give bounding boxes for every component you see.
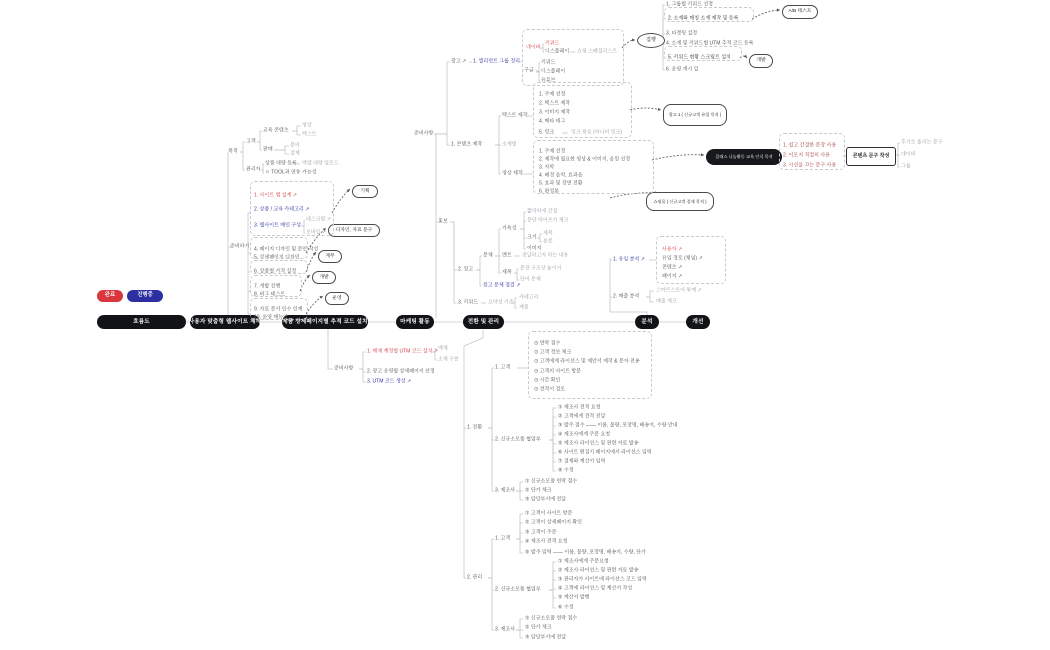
node-marketing-text_prod[interactable]: 텍스트 제작: [502, 112, 528, 119]
node-marketing-wongo[interactable]: 2. 원고: [458, 266, 474, 273]
node-marketing-g1[interactable]: 짧막하게 간결: [527, 208, 558, 215]
node-marketing-video_prod[interactable]: 영상 제작: [502, 170, 523, 177]
node-spine-5[interactable]: 분석: [635, 315, 659, 329]
node-conversion-u_box-2[interactable]: ⊙ 고객에게 라이선스 및 제안서 제작 & 문자 전송: [534, 358, 640, 365]
node-website-pill_ops[interactable]: 운영: [325, 292, 349, 305]
node-spine-2[interactable]: 제품 상세페이지별 추적 코드 설치: [282, 315, 368, 329]
node-tracking-t1[interactable]: 1. 매체 계정별 UTM 코드 설치 ↗: [367, 348, 438, 355]
node-conversion-u_items-4[interactable]: ⑤ 제조사 라이선스 및 관련 자료 발송: [558, 440, 639, 447]
node-marketing-promo[interactable]: 홍보: [438, 218, 448, 225]
node-execution-exec[interactable]: 집행: [637, 33, 665, 48]
node-marketing-check[interactable]: 원고 문체 점검 ↗: [483, 282, 521, 289]
node-spine-4[interactable]: 전환 및 관리: [463, 315, 504, 329]
node-marketing-size[interactable]: 크기: [527, 234, 537, 241]
node-conversion-u_box-4[interactable]: ⊙ 시간 확인: [534, 377, 561, 384]
node-execution-e6[interactable]: 6. 운영 개시 일: [666, 66, 699, 73]
node-conversion-u_manu_items-1[interactable]: ② 단가 체크: [525, 487, 552, 494]
node-website-pill_fin[interactable]: 재무: [318, 250, 342, 263]
node-website-s9[interactable]: 9. 자료 문서 인수 인계: [254, 306, 303, 313]
node-marketing-elements[interactable]: 1. 엘리먼트 그룹 정리: [473, 58, 520, 65]
node-marketing-g_disp[interactable]: 디스플레이: [541, 68, 566, 75]
node-website-pill_dev[interactable]: 개발: [312, 271, 336, 284]
node-conversion-u_manu_items-2[interactable]: ③ 담당부서에 전달: [525, 496, 567, 503]
node-website-video[interactable]: 영상: [302, 122, 312, 129]
node-marketing-t1[interactable]: 문장 구조상 높이기: [520, 265, 562, 272]
node-analysis-s2[interactable]: 매출 체크: [656, 298, 677, 305]
node-website-s6[interactable]: 6. 상품별 가격 설정: [254, 268, 297, 275]
node-campaign-class_goal[interactable]: 클래스 나눔활동 교육 인식 목적: [706, 149, 782, 165]
node-website-admin[interactable]: 관리자: [246, 166, 261, 173]
node-spine-1[interactable]: 사용자 맞춤형 웹사이트 제작: [190, 315, 260, 329]
node-marketing-tbox-3[interactable]: 4. 메타 태그: [539, 118, 566, 125]
node-marketing-naver[interactable]: 네이버: [526, 44, 541, 51]
node-website-s8[interactable]: 8. 버그 테스트: [254, 291, 286, 298]
node-conversion-l_items-2[interactable]: ③ 관리자가 사이트에 라이선스 코드 입력: [558, 576, 647, 583]
node-marketing-size_b[interactable]: 본문: [543, 238, 553, 245]
node-marketing-ment[interactable]: 멘트: [502, 252, 512, 259]
node-conversion-u_cust[interactable]: 1. 고객: [495, 364, 511, 371]
node-marketing-n_disp2[interactable]: 쇼핑 스페셜리스트: [577, 48, 618, 55]
node-spine-6[interactable]: 개선: [686, 315, 710, 329]
node-tracking-prepare[interactable]: 준비사항: [334, 365, 354, 372]
node-conversion-l_items-1[interactable]: ② 제조사 라이선스 및 관련 자료 발송: [558, 567, 639, 574]
node-conversion-l_items-5[interactable]: ⑥ 수정: [558, 604, 574, 611]
node-tracking-t2[interactable]: 2. 광고 운영될 상세페이지 선정: [367, 368, 435, 375]
node-campaign-r2[interactable]: 네이버: [901, 151, 916, 158]
node-marketing-tbox-4[interactable]: 5. 링크: [539, 129, 555, 136]
node-website-s10[interactable]: 10. 운영 매뉴얼: [254, 314, 288, 321]
node-website-s4[interactable]: 4. 페이지 디자인 및 문안 작성: [254, 246, 319, 253]
node-analysis-inflow[interactable]: 1. 유입 분석 ↗: [613, 256, 645, 263]
node-execution-e3[interactable]: 3. 타겟팅 설정: [666, 30, 698, 37]
group-box-12: [656, 236, 726, 284]
node-marketing-ad[interactable]: 광고 ↗: [451, 58, 467, 65]
node-website-desktop[interactable]: 데스크탑 ↗: [306, 216, 331, 223]
node-execution-ab[interactable]: A/B 테스트: [782, 5, 818, 19]
node-execution-dev[interactable]: 개발: [749, 54, 773, 68]
node-website-s3[interactable]: 3. 웹사이트 메인 구성: [254, 222, 301, 229]
node-legend-doing[interactable]: 진행중: [127, 290, 163, 302]
node-marketing-vbox-3[interactable]: 4. 배경 음악, 효과음: [539, 172, 583, 179]
node-marketing-tbox-1[interactable]: 2. 텍스트 제작: [539, 100, 571, 107]
node-website-excel[interactable]: 엑셀 대량 업로드: [302, 160, 339, 167]
node-website-purpose[interactable]: 목적: [228, 148, 238, 155]
node-marketing-vbox-1[interactable]: 2. 제작에 필요한 영상 & 이미지, 음원 선정: [539, 156, 631, 163]
node-campaign-copy[interactable]: 콘텐츠 문구 작성: [846, 147, 896, 166]
node-website-text[interactable]: 텍스트: [302, 131, 317, 138]
node-campaign-w3[interactable]: 3. 시선을 끄는 문구 사용: [783, 162, 837, 169]
node-marketing-g_yt[interactable]: 유튜브: [541, 77, 556, 84]
node-website-s1[interactable]: 1. 사이트 맵 설계 ↗: [254, 192, 297, 199]
group-box-4: [250, 298, 308, 320]
node-analysis-a_box-3[interactable]: 페이지 ↗: [662, 273, 683, 280]
node-conversion-u_items-7[interactable]: ⑧ 수정: [558, 467, 574, 474]
node-conversion-l_items-3[interactable]: ④ 고객에 라이선스 및 계산서 작성: [558, 585, 633, 592]
node-website-payment[interactable]: 결제: [290, 150, 300, 157]
node-conversion-u_team[interactable]: 2. 신규소모품 협업부: [495, 436, 541, 443]
node-legend-done[interactable]: 완료: [97, 290, 123, 302]
node-marketing-google[interactable]: 구글: [524, 67, 534, 74]
group-box-3: [250, 275, 302, 297]
node-analysis-a_box-0[interactable]: 사용자 ↗: [662, 246, 683, 253]
node-campaign-ad_goal[interactable]: 광고 1 ( 신규고객 유입 목적 ): [663, 104, 727, 126]
node-website-bulk[interactable]: 상품 대량 등록: [265, 160, 297, 167]
group-box-8: [664, 7, 754, 22]
node-conversion-u_manu[interactable]: 3. 제조사: [495, 487, 516, 494]
node-campaign-r3[interactable]: 그룹: [901, 163, 911, 170]
node-campaign-r1[interactable]: 후기로 올리는 문구: [901, 139, 943, 146]
node-conversion-l_cust[interactable]: 1. 고객: [495, 535, 511, 542]
node-marketing-content[interactable]: 1. 콘텐츠 제작: [451, 141, 483, 148]
group-box-7: [533, 140, 654, 194]
node-website-pill_plan[interactable]: 기획: [352, 185, 378, 198]
node-analysis-a_box-1[interactable]: 유입 경로 (채널) ↗: [662, 255, 703, 262]
node-conversion-u_items-3[interactable]: ④ 제조사에게 주문 요청: [558, 431, 611, 438]
node-marketing-vbox-0[interactable]: 1. 주제 선정: [539, 148, 566, 155]
node-conversion-g2[interactable]: 2. 관리: [467, 574, 483, 581]
node-marketing-t2[interactable]: 단어 문제: [520, 276, 541, 283]
node-website-inquiry[interactable]: 문의: [290, 142, 300, 149]
node-marketing-munche[interactable]: 문체: [483, 252, 493, 259]
group-box-10: [779, 133, 845, 170]
node-website-pill_design[interactable]: 디자인, 자료 문구: [328, 224, 380, 237]
node-website-sales[interactable]: 판매: [263, 146, 273, 153]
node-conversion-u_items-6[interactable]: ⑦ 결제와 계산서 입력: [558, 458, 606, 465]
node-conversion-l_cust_items-3[interactable]: ④ 제조사 견적 요청: [525, 538, 568, 545]
node-marketing-vbox-5[interactable]: 6. 완성본: [539, 188, 560, 195]
node-conversion-l_manu_items-1[interactable]: ② 단가 체크: [525, 624, 552, 631]
node-conversion-u_manu_items-0[interactable]: ① 신규소모품 연락 접수: [525, 478, 578, 485]
group-box-0: [250, 181, 334, 236]
node-marketing-vbox-4[interactable]: 5. 효과 및 장면 전환: [539, 180, 583, 187]
node-conversion-u_box-3[interactable]: ⊙ 고객의 사이트 방문: [534, 368, 581, 375]
node-conversion-u_items-2[interactable]: ③ 발주 접수 —— 이름, 물량, 포장명, 배송지, 수량 안내: [558, 422, 678, 429]
node-execution-e4[interactable]: 4. 소재 및 키워드별 UTM 추적 코드 등록: [666, 40, 754, 47]
node-conversion-u_items-5[interactable]: ⑥ 사이트 편집기 페이지에서 라이선스 입력: [558, 449, 652, 456]
node-marketing-n_kw[interactable]: 키워드: [545, 40, 560, 47]
node-conversion-u_items-0[interactable]: ① 제조사 견적 요청: [558, 404, 601, 411]
node-conversion-l_cust_items-4[interactable]: ⑤ 발주 입력 —— 이름, 물량, 포장명, 배송지, 수량, 단가: [525, 549, 646, 556]
node-spine-3[interactable]: 마케팅 활동: [396, 315, 434, 329]
node-conversion-l_cust_items-0[interactable]: ① 고객이 사이트 방문: [525, 510, 573, 517]
node-marketing-kw2[interactable]: 제품: [519, 304, 529, 311]
node-conversion-l_team[interactable]: 2. 신규소모품 협업부: [495, 586, 541, 593]
node-conversion-u_box-1[interactable]: ⊙ 고객 정보 체크: [534, 349, 572, 356]
group-box-6: [533, 82, 632, 138]
node-conversion-l_items-0[interactable]: ① 제조사에게 주문요청: [558, 558, 609, 565]
node-campaign-w1[interactable]: 1. 쉽고 간결한 문장 사용: [783, 142, 837, 149]
node-analysis-a_box-2[interactable]: 콘텐츠 ↗: [662, 264, 683, 271]
node-marketing-ment2[interactable]: 전달하고자 하는 내용: [522, 252, 569, 259]
node-website-s2[interactable]: 2. 상품 / 교육 카테고리 ↗: [254, 206, 310, 213]
node-tracking-c1[interactable]: 매체: [438, 345, 448, 352]
node-marketing-tbox-0[interactable]: 1. 주제 선정: [539, 91, 566, 98]
group-box-9: [664, 46, 742, 61]
node-website-customer[interactable]: 고객: [246, 138, 256, 145]
node-marketing-keyword[interactable]: 3. 키워드: [458, 299, 479, 306]
node-campaign-shop_goal[interactable]: 쇼핑몰 ( 신규고객 결제 목적 ): [646, 192, 714, 211]
node-tracking-t3[interactable]: 3. UTM 코드 생성 ↗: [367, 378, 412, 385]
node-marketing-title[interactable]: 제목: [502, 269, 512, 276]
node-marketing-size_t[interactable]: 제목: [543, 230, 553, 237]
node-marketing-prepare[interactable]: 준비사항: [414, 130, 434, 137]
node-marketing-kw_std[interactable]: 요약성 기준: [488, 299, 514, 306]
node-website-edu[interactable]: 교육 콘텐츠: [263, 127, 289, 134]
node-execution-e2[interactable]: 2. 소재와 매칭 소재 제작 및 등록: [668, 15, 739, 22]
node-conversion-l_manu[interactable]: 3. 제조사: [495, 626, 516, 633]
group-box-2: [250, 260, 308, 274]
node-analysis-sales[interactable]: 2. 매출 분석: [613, 293, 640, 300]
node-conversion-g1[interactable]: 1. 전환: [467, 424, 483, 431]
node-spine-0[interactable]: 흐름도: [97, 315, 186, 329]
group-box-1: [250, 237, 308, 259]
node-execution-e1[interactable]: 1. 그룹별 키워드 선정: [666, 1, 713, 8]
node-marketing-n_disp[interactable]: 디스플레이: [545, 48, 570, 55]
node-conversion-u_items-1[interactable]: ② 고객에게 견적 전달: [558, 413, 606, 420]
node-marketing-tlink[interactable]: 링크 묶음 (하나의 링크): [571, 129, 622, 136]
node-campaign-w2[interactable]: 2. 이모지 적절히 사용: [783, 152, 830, 159]
node-conversion-u_box-0[interactable]: ⊙ 연락 접수: [534, 340, 561, 347]
node-conversion-u_box-5[interactable]: ⊙ 견적서 검토: [534, 386, 566, 393]
node-website-prepare[interactable]: 준비하기: [230, 243, 250, 250]
node-conversion-l_manu_items-2[interactable]: ③ 담당부서에 전달: [525, 634, 567, 641]
node-marketing-img[interactable]: 이미지: [527, 245, 542, 252]
node-marketing-bytype[interactable]: 소재별: [502, 141, 517, 148]
node-analysis-s1[interactable]: 스마트스토어 통계 ↗: [656, 287, 702, 294]
node-tracking-c2[interactable]: 소재 구분: [438, 356, 459, 363]
node-website-s5[interactable]: 5. 상세페이지 디자인: [254, 254, 300, 261]
node-website-mobile[interactable]: 모바일 ↗: [306, 229, 327, 236]
node-website-tool[interactable]: ㅇ TOOL과 연동 가능성: [265, 169, 317, 176]
node-marketing-g2[interactable]: 문단 띄어쓰기 체크: [527, 217, 569, 224]
node-execution-e5[interactable]: 5. 키워드 현황 스크립트 설치: [668, 54, 731, 61]
node-marketing-gadok[interactable]: 가독성: [502, 225, 517, 232]
node-conversion-l_cust_items-1[interactable]: ② 고객이 상세페이지 확인: [525, 519, 582, 526]
group-box-5: [522, 29, 624, 86]
node-marketing-vbox-2[interactable]: 3. 자막: [539, 164, 555, 171]
group-box-11: [528, 331, 652, 399]
node-marketing-g_kw[interactable]: 키워드: [541, 59, 556, 66]
node-marketing-kw1[interactable]: 카테고리: [519, 294, 539, 301]
node-website-s7[interactable]: 7. 개발 진행: [254, 283, 281, 290]
node-conversion-l_items-4[interactable]: ⑤ 계산서 발행: [558, 594, 590, 601]
node-conversion-l_manu_items-0[interactable]: ① 신규소모품 연락 접수: [525, 615, 578, 622]
node-marketing-tbox-2[interactable]: 3. 이미지 제작: [539, 109, 571, 116]
node-conversion-l_cust_items-2[interactable]: ③ 고객이 주문: [525, 529, 557, 536]
